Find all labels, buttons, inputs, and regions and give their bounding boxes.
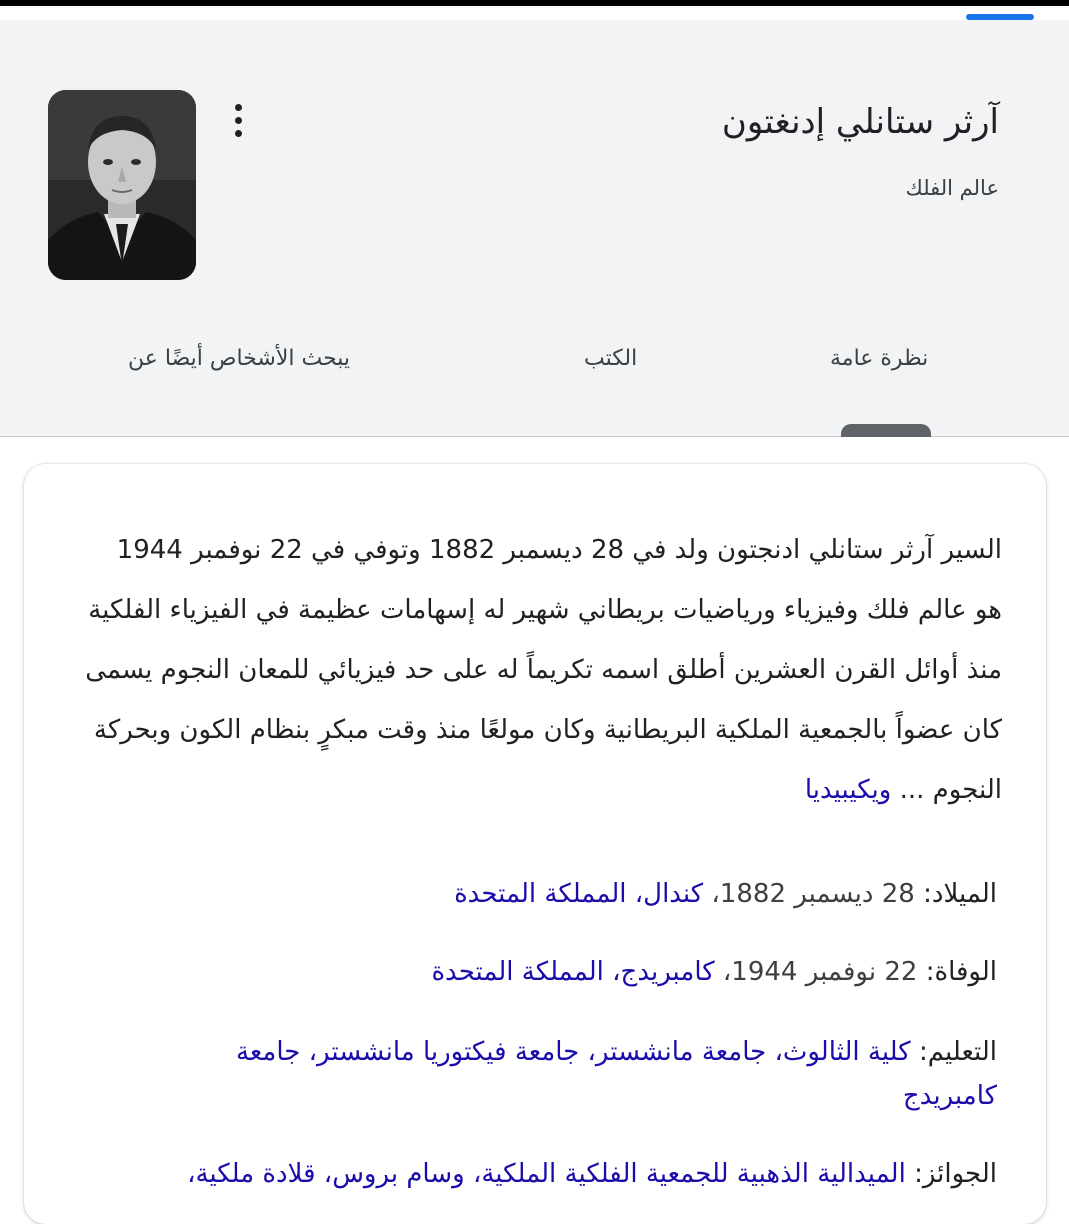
education-links[interactable]: كلية الثالوث، جامعة مانشستر، جامعة فيكتوريا مانشستر، جامعة كامبريدج	[235, 1037, 997, 1111]
birth-date: 28 ديسمبر 1882	[719, 879, 915, 909]
tab-selected-indicator	[841, 424, 931, 437]
fact-separator: ،	[703, 879, 720, 909]
wikipedia-link[interactable]: ويكيبيديا	[804, 775, 892, 805]
death-date: 22 نوفمبر 1944	[731, 957, 918, 987]
fact-birth	[137, 872, 997, 916]
fact-label: التعليم:	[918, 1037, 997, 1067]
fact-separator: ،	[714, 957, 732, 987]
tab-overview[interactable]: نظرة عامة	[830, 346, 929, 371]
fact-label: الوفاة:	[925, 957, 997, 987]
tab-bar	[0, 346, 1069, 406]
entity-subtitle: عالم الفلك	[905, 176, 999, 200]
fact-label: الجوائز:	[914, 1159, 997, 1189]
more-vert-icon[interactable]	[224, 98, 252, 142]
portrait-image	[48, 90, 196, 280]
entity-description	[82, 520, 1002, 820]
entity-title: آرثر ستانلي إدنغتون	[721, 102, 999, 142]
entity-portrait[interactable]	[48, 90, 196, 280]
birth-place-link[interactable]: كندال، المملكة المتحدة	[454, 879, 704, 909]
description-text: السير آرثر ستانلي ادنجتون ولد في 28 ديسمبر 1882 وتوفي في 22 نوفمبر 1944 هو عالم فلك وفيزياء ورياضيات بريطاني شهير له إسهامات عظيمة في الفيزياء الفلكية منذ أوائل القرن العشرين أطلق اسمه تكريماً له على حد فيزيائي للمعان النجوم يسمى كان عضواً بالجمعية الملكية البريطانية وكان مولعًا منذ وقت مبكرٍ بنظام الكون وبحركة النجوم ...	[85, 535, 1002, 805]
awards-links[interactable]: الميدالية الذهبية للجمعية الفلكية الملكية، وسام بروس، قلادة ملكية،	[187, 1159, 906, 1189]
results-page	[0, 6, 1069, 1200]
fact-label: الميلاد:	[923, 879, 997, 909]
fact-education	[137, 1030, 997, 1118]
fact-death	[137, 950, 997, 994]
fact-awards	[137, 1152, 997, 1196]
death-place-link[interactable]: كامبريدج، المملكة المتحدة	[431, 957, 715, 987]
tab-people-also-search[interactable]: يبحث الأشخاص أيضًا عن	[128, 346, 351, 371]
tab-books[interactable]: الكتب	[584, 346, 638, 371]
